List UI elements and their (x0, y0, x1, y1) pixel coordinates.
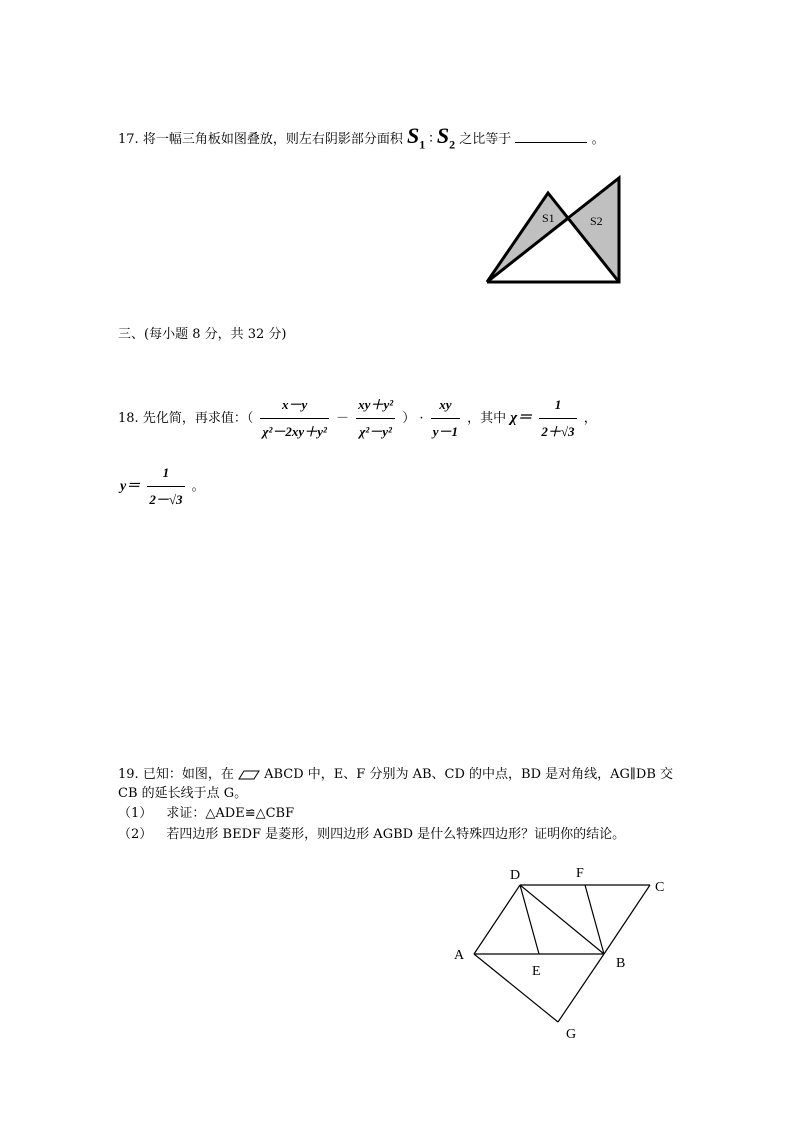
question-19-line-1 (118, 765, 673, 785)
fraction-1-numerator: x－y (260, 394, 328, 419)
label-a: A (454, 948, 465, 963)
fraction-2-numerator: xy＋y² (356, 394, 395, 419)
label-f: F (576, 866, 584, 881)
question-18-end: 。 (191, 479, 205, 494)
chi-numerator: 1 (539, 394, 576, 419)
question-19-part-1 (118, 804, 294, 824)
y-equals: y＝ (120, 479, 141, 494)
part-2-number: （2） (118, 827, 153, 842)
multiply-dot: · (419, 411, 424, 426)
parallelogram-icon (238, 770, 260, 780)
question-17-line (118, 123, 605, 154)
close-paren: ） (402, 411, 416, 426)
s1-shaded-region (487, 193, 569, 282)
question-19-line-2: CB 的延长线于点 G。 (118, 786, 248, 801)
question-18-text: 先化简，再求值：（ (142, 411, 254, 426)
segment-ag (474, 954, 558, 1022)
part-2-text: 若四边形 BEDF 是菱形，则四边形 AGBD 是什么特殊四边形？证明你的结论。 (166, 827, 626, 842)
segment-fb (585, 885, 604, 954)
y-value-fraction (147, 462, 184, 511)
ratio-colon: ∶ (429, 132, 433, 147)
edge-ad (474, 885, 520, 954)
question-17-number: 17. (118, 132, 139, 147)
segment-de (520, 885, 539, 954)
part-1-text: 求证：△ADE≌△CBF (166, 806, 295, 821)
question-19-number: 19. (118, 767, 139, 782)
fraction-1 (260, 394, 328, 443)
question-19-text-a: 已知：如图，在 (142, 767, 234, 782)
where-text: ，其中 (467, 411, 507, 426)
fraction-2 (356, 394, 395, 443)
segment-bg (558, 954, 604, 1022)
chi-value-fraction (539, 394, 576, 443)
fraction-3 (431, 394, 460, 443)
fraction-2-denominator: χ²－y² (359, 424, 392, 439)
answer-blank (515, 130, 587, 143)
question-18-y-line (120, 462, 205, 511)
question-19-text-b: ABCD 中，E、F 分别为 AB、CD 的中点，BD 是对角线，AG∥DB 交 (264, 767, 674, 782)
y-numerator: 1 (147, 462, 184, 487)
question-18-number: 18. (118, 411, 139, 426)
chi-equals: χ＝ (510, 410, 533, 426)
label-d: D (510, 868, 521, 883)
s2-symbol: $S_2$ (436, 123, 456, 152)
minus-sign: － (336, 411, 350, 426)
question-19-part-2 (118, 825, 625, 845)
s2-label: S2 (590, 214, 603, 228)
question-18-line (118, 394, 597, 443)
chi-denominator: 2＋√3 (541, 424, 575, 439)
label-g: G (566, 1027, 577, 1042)
fraction-1-denominator: χ²－2xy＋y² (262, 424, 327, 439)
fraction-3-numerator: xy (431, 394, 460, 419)
s1-label: S1 (542, 211, 555, 225)
question-17-text: 将一幅三角板如图叠放，则左右阴影部分面积 (142, 132, 403, 147)
parallelogram-figure (440, 860, 680, 1045)
y-denominator: 2－√3 (149, 492, 183, 507)
part-1-number: （1） (118, 806, 153, 821)
s1-symbol: $S_1$ (406, 123, 426, 152)
triangle-figure (480, 172, 630, 290)
question-17-end: 。 (591, 132, 605, 147)
label-b: B (616, 956, 626, 971)
label-e: E (532, 964, 541, 979)
label-c: C (655, 880, 665, 895)
comma: ， (583, 411, 597, 426)
edge-bc (604, 885, 650, 954)
question-17-text-after: 之比等于 (459, 132, 512, 147)
section-3-heading: 三、(每小题 8 分，共 32 分) (118, 327, 287, 342)
diagonal-db (520, 885, 604, 954)
fraction-3-denominator: y－1 (432, 424, 458, 439)
